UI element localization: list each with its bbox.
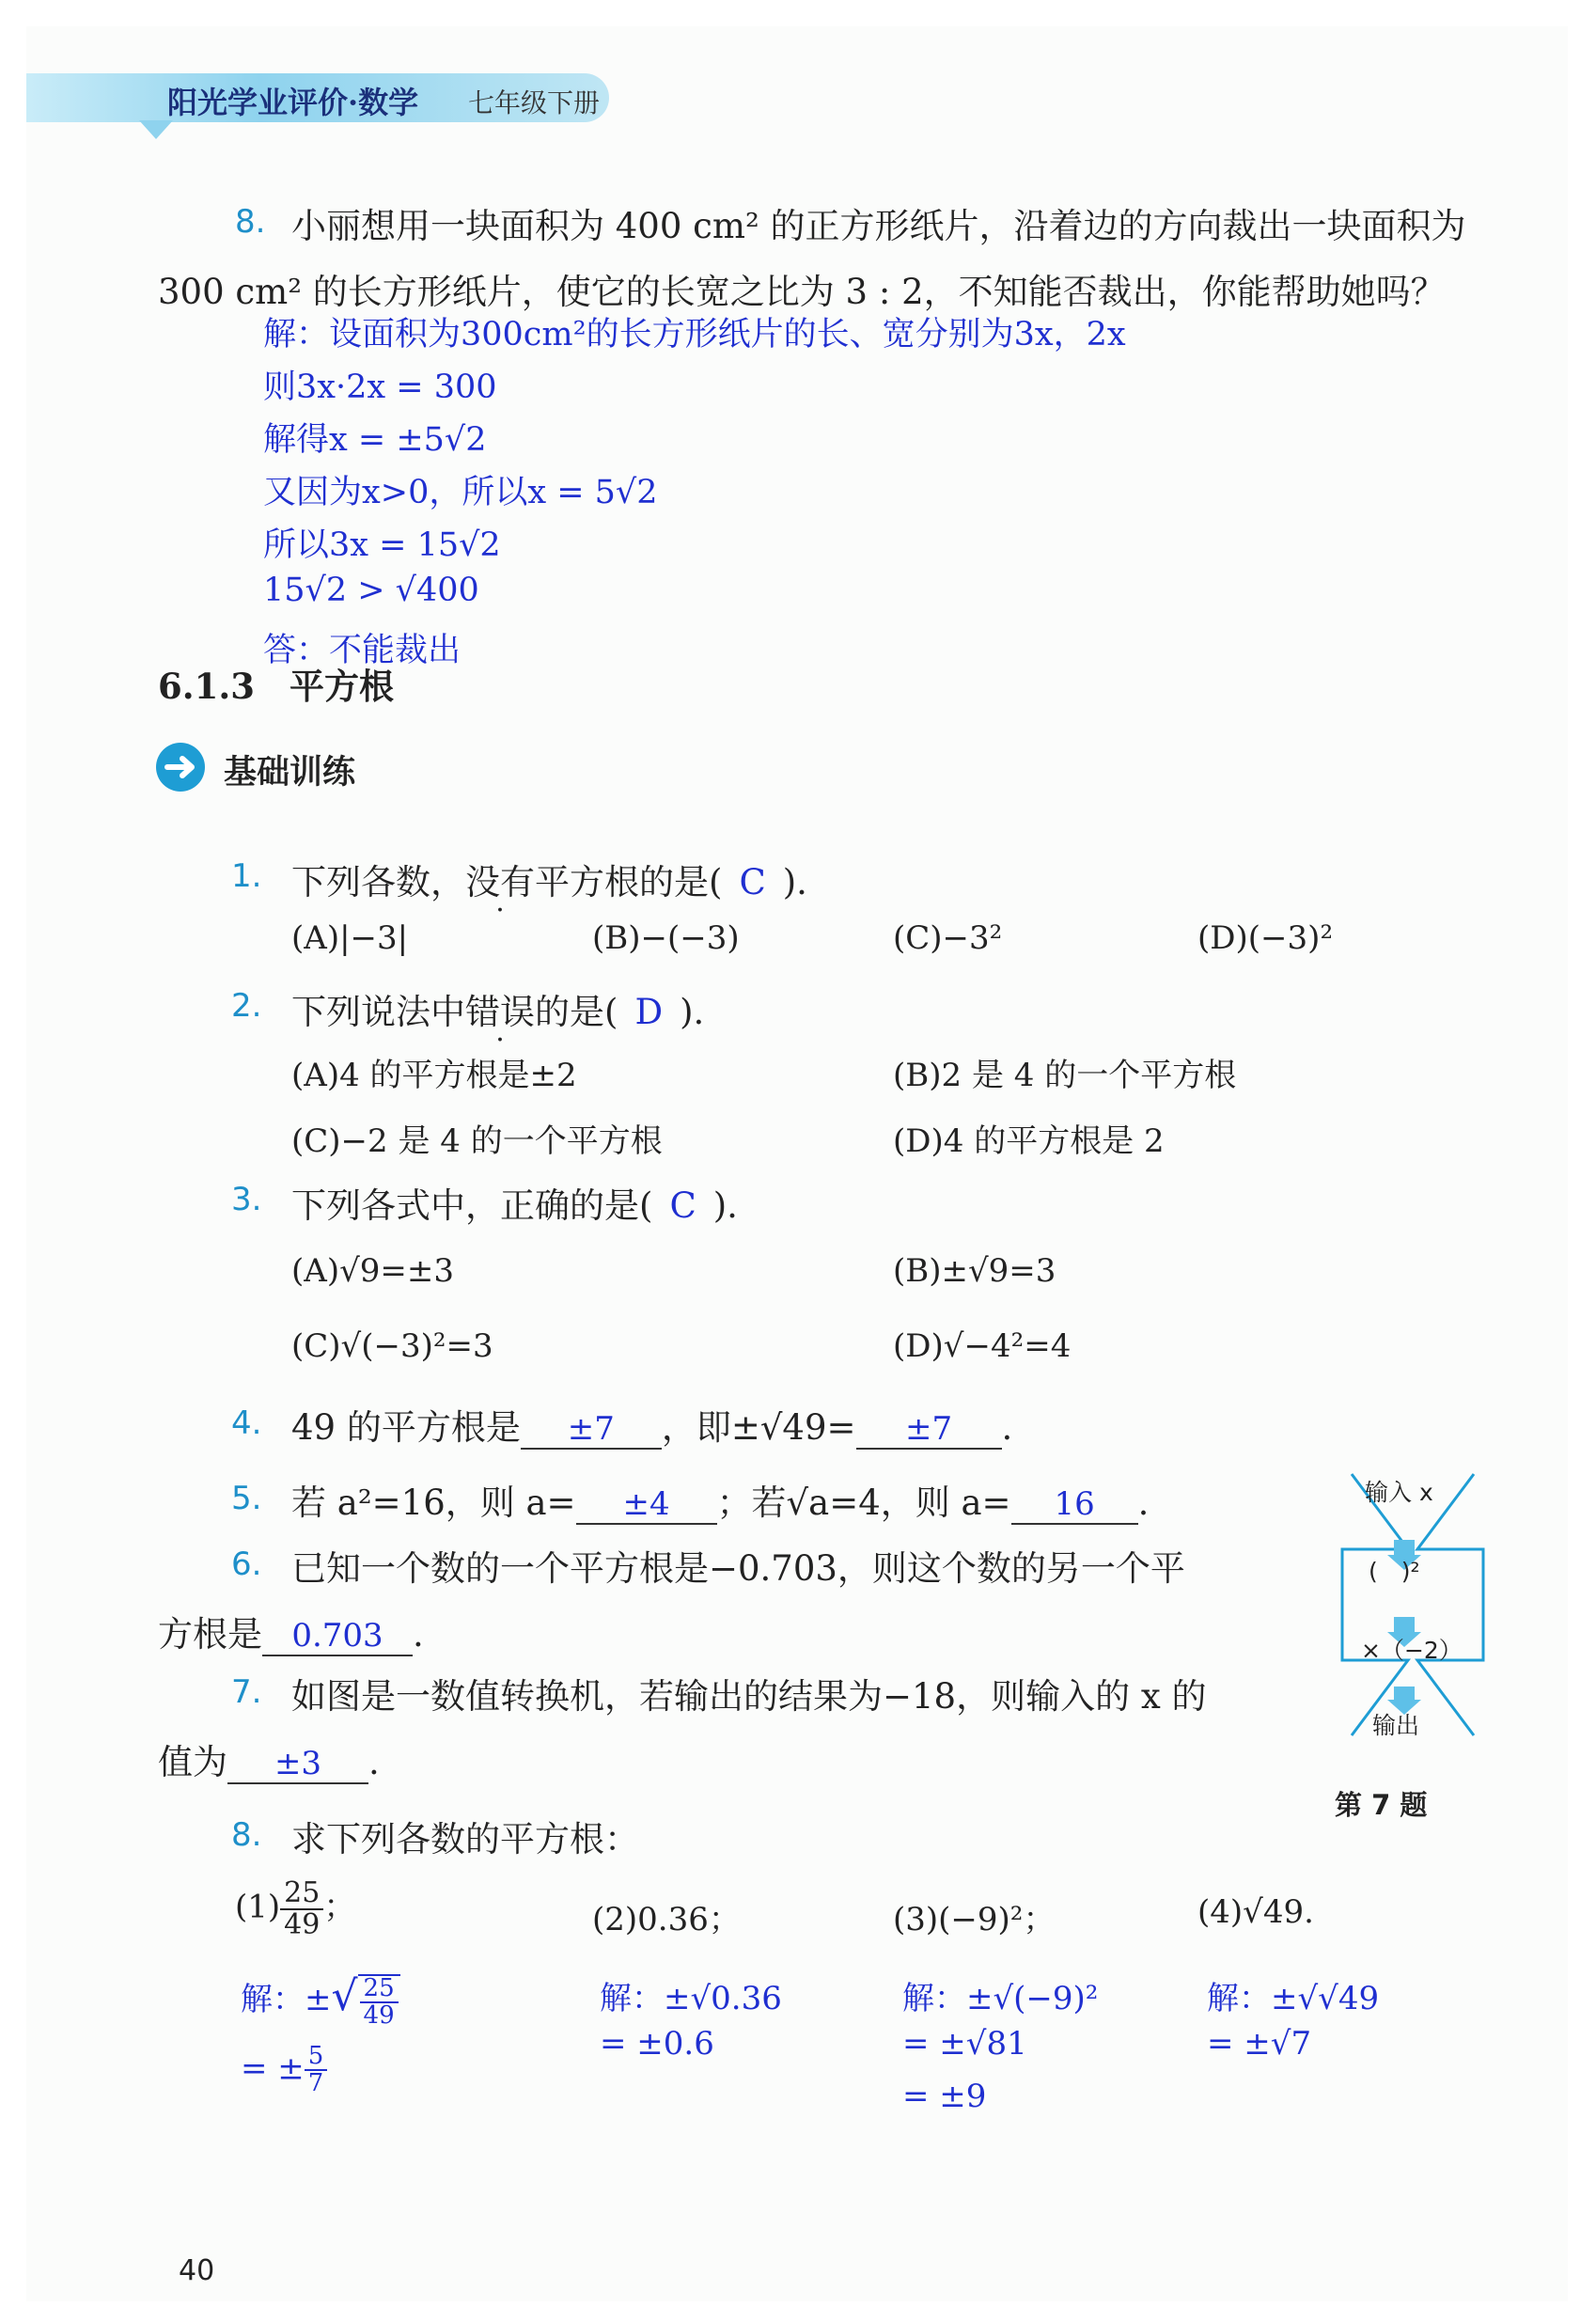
header-series: 阳光学业评价·数学 [167,85,419,120]
p8-solution-3: 解得x = ±5√2 [263,421,487,459]
p8-solution-7: 答：不能裁出 [263,632,462,669]
q8-item2-label: (2)0.36； [592,1901,741,1938]
q4-blank-2: ±7 [856,1410,1002,1450]
q8-item3-sol3: = ±9 [902,2078,987,2115]
q4-stem [291,1399,1012,1450]
q8-item1-sol2-num: 5 [305,2044,328,2071]
q8-item1-sol2 [241,2044,327,2097]
q2-stem-pre: 下列说法中 [291,992,465,1032]
q6-end: . [413,1614,424,1655]
q4-end: . [1001,1407,1013,1448]
q2-stem-emph: 错误 [465,992,535,1032]
radical-icon: √ [331,1972,358,2020]
q7-end: . [368,1742,380,1782]
p8-solution-6: 15√2 > √400 [263,572,479,609]
q3-answer: C [669,1185,696,1226]
q2-stem-post: 的是( [535,992,618,1032]
q5-blank-1: ±4 [576,1485,717,1525]
diagram-input: 输入 x [1365,1479,1433,1506]
q6-blank: 0.703 [262,1617,413,1656]
q4-pre: 49 的平方根是 [291,1407,521,1448]
q8-item1-sol2-frac [305,2044,328,2097]
q1-stem [291,854,807,904]
q8-stem: 求下列各数的平方根： [291,1819,639,1859]
q7-line1: 如图是一数值转换机，若输出的结果为−18，则输入的 x 的 [291,1676,1207,1717]
q8-item1-sol1-den: 49 [363,2001,395,2030]
arrow-circle-icon [156,743,205,792]
q8-item4-label: (4)√49. [1197,1893,1314,1931]
q2-stem [291,983,704,1034]
q2-option-a: (A)4 的平方根是±2 [291,1057,577,1094]
q7-line2 [158,1734,380,1784]
q3-option-c: (C)√(−3)²=3 [291,1327,493,1365]
q5-stem [291,1474,1149,1525]
q8-item1-num: 25 [280,1878,323,1910]
q1-option-b: (B)−(−3) [592,919,740,957]
p8-solution-4: 又因为x>0，所以x = 5√2 [263,474,658,511]
q8-item1-sol1-frac [358,1974,400,2030]
q8-item3-label: (3)(−9)²； [893,1901,1056,1938]
q1-stem-end: ). [782,862,807,902]
q8-item3-sol2: = ±√81 [902,2025,1027,2063]
q7-number: 7. [231,1673,262,1711]
q1-option-d: (D)(−3)² [1197,919,1334,957]
q8-item1-sol2-prefix: = ± [241,2049,305,2088]
q7-pre2: 值为 [158,1742,227,1782]
q8-number: 8. [231,1816,262,1854]
q8-item1-sol1-num: 25 [360,1976,399,2003]
diagram-square: ( )² [1369,1558,1420,1585]
q5-number: 5. [231,1480,262,1517]
q3-stem-text: 下列各式中，正确的是( [291,1185,653,1226]
q5-pre: 若 a²=16，则 a= [291,1483,576,1523]
page-number: 40 [179,2254,215,2287]
q8-item2-sol2: = ±0.6 [600,2025,714,2063]
q3-stem [291,1177,738,1228]
diagram-caption: 第 7 题 [1335,1789,1428,1821]
q8-item3-sol1: 解：±√(−9)² [902,1980,1099,2017]
diagram-times: ×（−2） [1361,1637,1463,1664]
q8-item1-sol1-prefix: 解：± [241,1981,332,2018]
q1-stem-pre: 下列各数， [291,862,465,902]
q5-end: . [1137,1483,1150,1523]
problem-8-line1: 小丽想用一块面积为 400 cm² 的正方形纸片，沿着边的方向裁出一块面积为 [291,206,1466,246]
q1-number: 1. [231,857,262,895]
q8-item1-end: ； [323,1888,356,1926]
q7-blank: ±3 [227,1745,368,1784]
q8-item4-sol2: = ±√7 [1207,2025,1312,2063]
q3-option-b: (B)±√9=3 [893,1252,1056,1290]
p8-solution-5: 所以3x = 15√2 [263,526,501,564]
q2-option-d: (D)4 的平方根是 2 [893,1122,1165,1160]
q8-item1-fraction [280,1878,323,1939]
q1-stem-post: 平方根的是( [535,862,723,902]
q2-number: 2. [231,987,262,1025]
q1-answer: C [739,862,766,902]
q1-stem-emph: 没有 [465,862,535,902]
q4-number: 4. [231,1404,262,1442]
q3-option-d: (D)√−4²=4 [893,1327,1072,1365]
q4-mid: ，即±√49= [661,1407,856,1448]
q3-stem-end: ). [712,1185,738,1226]
q6-number: 6. [231,1545,262,1583]
q6-line2 [158,1606,424,1656]
q1-option-a: (A)|−3| [291,919,409,957]
section-subtitle: 基础训练 [224,754,356,792]
header-grade: 七年级下册 [468,87,601,118]
q2-option-c: (C)−2 是 4 的一个平方根 [291,1122,663,1160]
q6-line1: 已知一个数的一个平方根是−0.703，则这个数的另一个平 [291,1548,1185,1589]
q8-item1-prefix: (1) [235,1888,281,1926]
q5-blank-2: 16 [1011,1485,1138,1525]
page [26,26,1568,2301]
section-title: 6.1.3 平方根 [158,666,394,707]
q8-item1-sol2-den: 7 [307,2069,324,2098]
q3-number: 3. [231,1181,262,1218]
q3-option-a: (A)√9=±3 [291,1252,454,1290]
q8-item4-sol1: 解：±√√49 [1207,1980,1380,2017]
problem-8-number: 8. [235,203,266,241]
q2-answer: D [634,992,664,1032]
q8-item1-sol1 [241,1972,400,2029]
p8-solution-1: 解：设面积为300cm²的长方形纸片的长、宽分别为3x，2x [263,316,1126,353]
header-banner-tip [139,120,173,139]
q6-pre2: 方根是 [158,1614,262,1655]
q8-item2-sol1: 解：±√0.36 [600,1980,782,2017]
q2-option-b: (B)2 是 4 的一个平方根 [893,1057,1237,1094]
q4-blank-1: ±7 [521,1410,662,1450]
q5-mid: ；若√a=4，则 a= [716,1483,1011,1523]
p8-solution-2: 则3x·2x = 300 [263,369,497,406]
problem-8-line2: 300 cm² 的长方形纸片，使它的长宽之比为 3 : 2，不知能否裁出，你能帮助她吗？ [158,272,1446,312]
q8-item1-label [235,1878,355,1939]
diagram-output: 输出 [1372,1712,1420,1739]
q8-item1-den: 49 [284,1907,321,1941]
q1-option-c: (C)−3² [893,919,1003,957]
q2-stem-end: ). [680,992,705,1032]
